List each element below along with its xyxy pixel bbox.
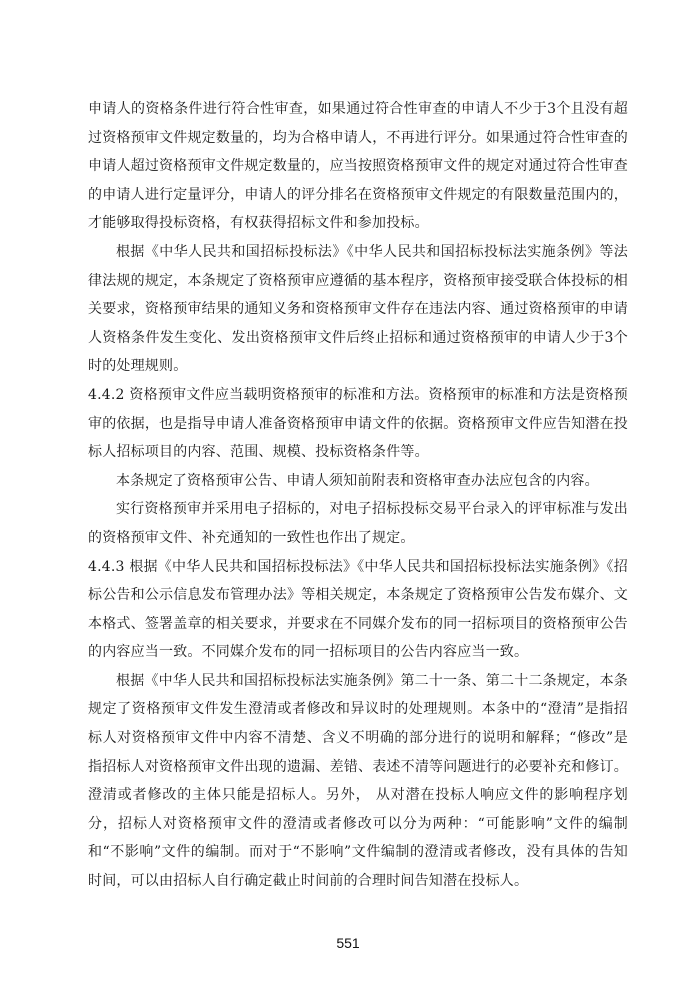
body-text <box>88 95 628 896</box>
page-number: 551 <box>336 935 360 951</box>
paragraph-6: 4.4.3 根据《中华人民共和国招标投标法》《中华人民共和国招标投标法实施条例》《招标公告和公示信息发布管理办法》等相关规定，本条规定了资格预审公告发布媒介、文本格式、签署盖章的相关要求，并要求在不同媒介发布的同一招标项目的资格预审公告的内容应当一致。不同媒介发布的同一招标项目的公告内容应当一致。 <box>88 558 628 661</box>
paragraph-7: 根据《中华人民共和国招标投标法实施条例》第二十一条、第二十二条规定，本条规定了资格预审文件发生澄清或者修改和异议时的处理规则。本条中的“澄清”是指招标人对资格预审文件中内容不清楚、含义不明确的部分进行的说明和解释；“修改”是指招标人对资格预审文件出现的遗漏、差错、表述不清等问题进行的必要补充和修订。澄清或者修改的主体只能是招标人。另外， 从对潜在投标人响应文件的影响程序划分，招标人对资格预审文件的澄清或者修改可以分为两种：“可能影响”文件的编制和“不影响”文件的编制。而对于“不影响”文件编制的澄清或者修改，没有具体的告知时间，可以由招标人自行确定截止时间前的合理时间告知潜在投标人。 <box>88 672 628 890</box>
paragraph-4: 本条规定了资格预审公告、申请人须知前附表和资格审查办法应包含的内容。 <box>116 472 599 489</box>
paragraph-5: 实行资格预审并采用电子招标的，对电子招标投标交易平台录入的评审标准与发出的资格预审文件、补充通知的一致性也作出了规定。 <box>88 501 628 546</box>
paragraph-1: 申请人的资格条件进行符合性审查，如果通过符合性审查的申请人不少于3个且没有超过资格预审文件规定数量的，均为合格申请人，不再进行评分。如果通过符合性审查的申请人超过资格预审文件规定数量的，应当按照资格预审文件的规定对通过符合性审查的申请人进行定量评分，申请人的评分排名在资格预审文件规定的有限数量范围内的，才能够取得投标资格，有权获得招标文件和参加投标。 <box>88 101 628 232</box>
paragraph-3: 4.4.2 资格预审文件应当载明资格预审的标准和方法。资格预审的标准和方法是资格预审的依据，也是指导申请人准备资格预审申请文件的依据。资格预审文件应告知潜在投标人招标项目的内容、范围、规模、投标资格条件等。 <box>88 386 628 461</box>
paragraph-2: 根据《中华人民共和国招标投标法》《中华人民共和国招标投标法实施条例》等法律法规的规定，本条规定了资格预审应遵循的基本程序，资格预审接受联合体投标的相关要求，资格预审结果的通知义务和资格预审文件存在违法内容、通过资格预审的申请人资格条件发生变化、发出资格预审文件后终止招标和通过资格预审的申请人少于3个时的处理规则。 <box>88 243 628 375</box>
